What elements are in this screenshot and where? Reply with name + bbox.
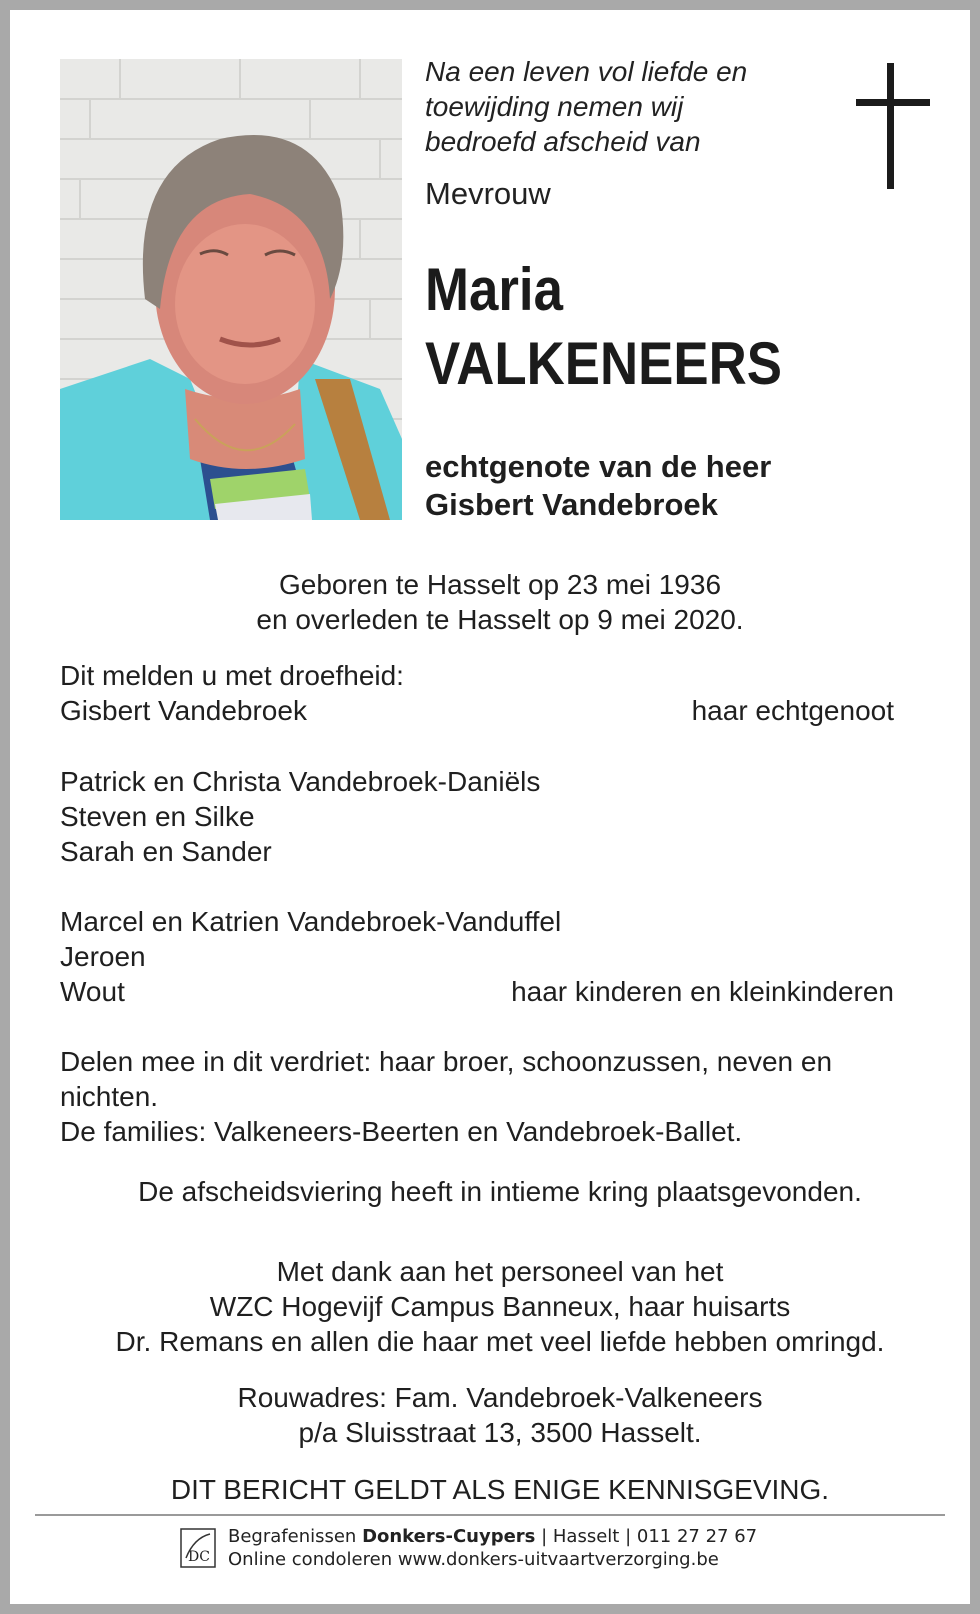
ceremony-text: De afscheidsviering heeft in intieme kring plaatsgevonden. <box>138 1176 862 1207</box>
intro-line: bedroefd afscheid van <box>425 126 701 157</box>
footer-contact: | Hasselt | 011 27 27 67 <box>535 1526 758 1547</box>
spouse-line: echtgenote van de heer <box>425 449 772 484</box>
death-line: en overleden te Hasselt op 9 mei 2020. <box>256 604 744 635</box>
address-line: p/a Sluisstraat 13, 3500 Hasselt. <box>298 1417 702 1448</box>
birth-line: Geboren te Hasselt op 23 mei 1936 <box>278 569 722 600</box>
funeral-home-logo-icon <box>180 1528 216 1568</box>
footer-prefix: Begrafenissen <box>228 1526 363 1547</box>
deceased-first-name: Maria <box>425 256 563 323</box>
intro-line: Na een leven vol liefde en <box>425 56 748 87</box>
family-group-1 <box>60 764 940 869</box>
husband-role: haar echtgenoot <box>691 695 894 726</box>
families-line: De families: Valkeneers-Beerten en Vandebroek-Ballet. <box>60 1116 743 1147</box>
birth-death-dates <box>60 567 940 637</box>
share-grief <box>60 1044 940 1149</box>
announce-intro: Dit melden u met droefheid: <box>60 660 404 691</box>
family-member: Wout <box>60 976 125 1007</box>
portrait-photo <box>60 59 402 520</box>
children-role: haar kinderen en kleinkinderen <box>511 976 894 1007</box>
family-member: Sarah en Sander <box>60 836 272 867</box>
thanks-line: Dr. Remans en allen die haar met veel liefde hebben omringd. <box>115 1326 885 1357</box>
footer-divider <box>35 1514 945 1516</box>
family-member: Jeroen <box>60 941 146 972</box>
husband-name: Gisbert Vandebroek <box>60 695 307 726</box>
intro-line: toewijding nemen wij <box>425 91 684 122</box>
deceased-last-name: VALKENEERS <box>425 330 782 397</box>
share-line: nichten. <box>60 1081 159 1112</box>
address-line: Rouwadres: Fam. Vandebroek-Valkeneers <box>237 1382 763 1413</box>
footer <box>180 1525 820 1575</box>
obituary-card <box>10 10 970 1604</box>
svg-text:DC: DC <box>188 1549 210 1565</box>
footer-website[interactable]: Online condoleren www.donkers-uitvaartverzorging.be <box>228 1549 719 1570</box>
footer-text <box>228 1525 757 1571</box>
thanks-line: WZC Hogevijf Campus Banneux, haar huisarts <box>209 1291 791 1322</box>
spouse-info <box>425 448 771 524</box>
family-member: Marcel en Katrien Vandebroek-Vanduffel <box>60 906 562 937</box>
funeral-home-name: Donkers-Cuypers <box>362 1526 536 1547</box>
intro-text <box>425 54 825 159</box>
salutation: Mevrouw <box>425 176 551 211</box>
cross-icon <box>856 63 930 189</box>
share-line: Delen mee in dit verdriet: haar broer, schoonzussen, neven en <box>60 1046 833 1077</box>
family-member: Steven en Silke <box>60 801 255 832</box>
footer-line-1 <box>228 1525 757 1548</box>
spouse-line: Gisbert Vandebroek <box>425 487 718 522</box>
family-member: Patrick en Christa Vandebroek-Daniëls <box>60 766 541 797</box>
thanks-text <box>60 1254 940 1359</box>
thanks-line: Met dank aan het personeel van het <box>276 1256 724 1287</box>
mourning-address <box>60 1380 940 1450</box>
notice-text: DIT BERICHT GELDT ALS ENIGE KENNISGEVING. <box>170 1474 830 1505</box>
